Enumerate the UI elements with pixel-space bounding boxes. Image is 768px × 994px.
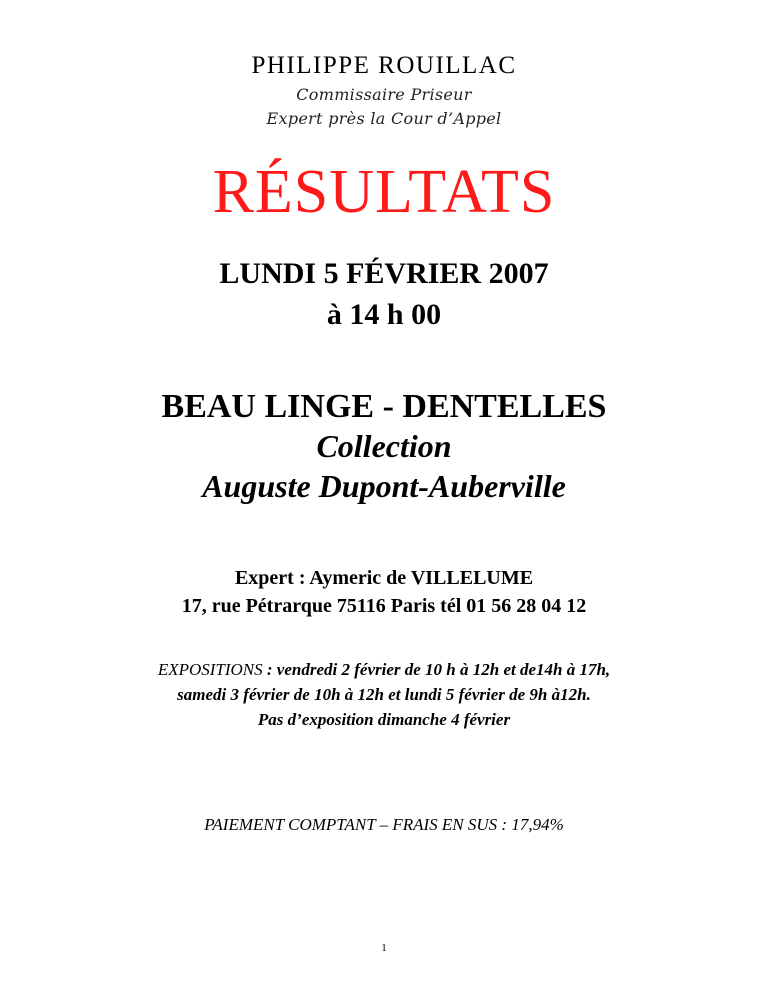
expert-name: Expert : Aymeric de VILLELUME <box>234 567 534 589</box>
auctioneer-name: PHILIPPE ROUILLAC <box>251 52 517 79</box>
expert-address: 17, rue Pétrarque 75116 Paris tél 01 56 28 04 12 <box>181 595 587 617</box>
sale-title: BEAU LINGE - DENTELLES <box>161 388 607 425</box>
auctioneer-expert-title: Expert près la Cour d’Appel <box>266 109 502 128</box>
exhibitions-label: EXPOSITIONS <box>157 660 263 679</box>
exhibitions-line-2: samedi 3 février de 10h à 12h et lundi 5 février de 9h à12h. <box>177 685 591 704</box>
sale-time: à 14 h 00 <box>326 298 442 331</box>
auctioneer-title: Commissaire Priseur <box>296 85 472 104</box>
exhibitions-line-3: Pas d’exposition dimanche 4 février <box>257 710 511 729</box>
exhibitions-line-1 <box>0 660 768 680</box>
collection-name: Auguste Dupont-Auberville <box>202 468 566 504</box>
payment-terms: PAIEMENT COMPTANT – FRAIS EN SUS : 17,94% <box>204 815 564 834</box>
page-number: 1 <box>381 942 387 954</box>
sale-date: LUNDI 5 FÉVRIER 2007 <box>219 257 549 290</box>
collection-label: Collection <box>316 428 452 464</box>
exhibitions-first-dates: : vendredi 2 février de 10 h à 12h et de14h à 17h, <box>262 660 611 679</box>
results-heading: RÉSULTATS <box>212 158 556 226</box>
